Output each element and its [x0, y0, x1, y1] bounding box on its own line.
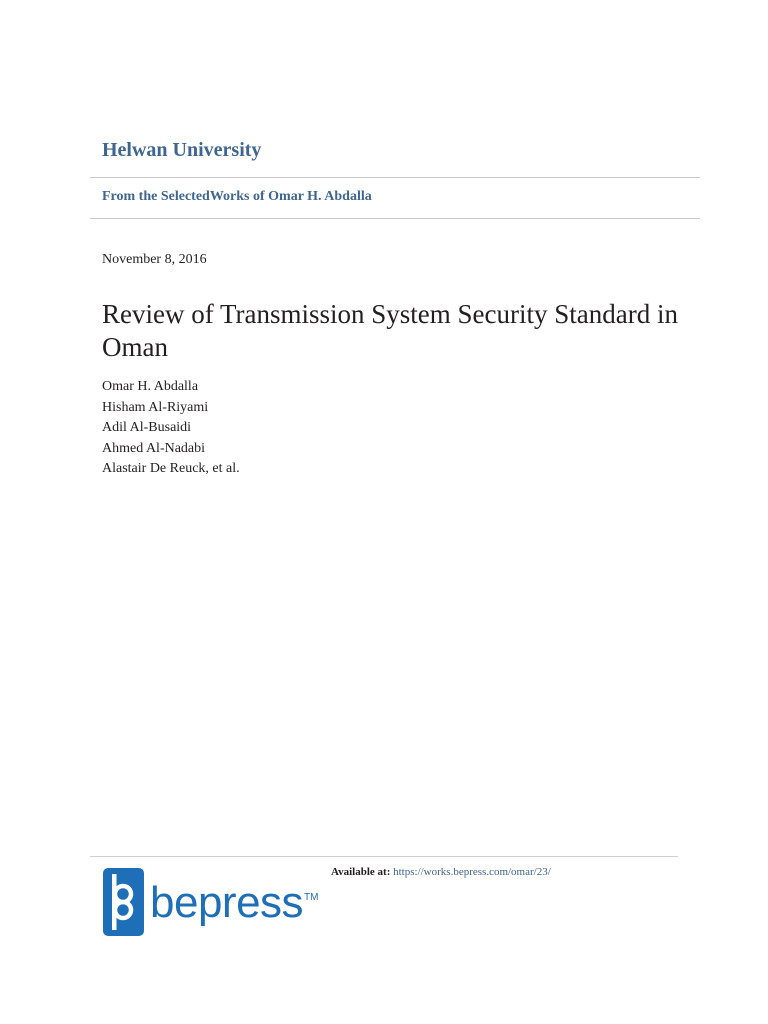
availability-line [331, 866, 551, 878]
footer-divider [90, 856, 678, 857]
author-item: Adil Al-Busaidi [102, 420, 192, 435]
author-list [102, 377, 240, 480]
bepress-wordmark: bepress [150, 878, 304, 927]
bepress-logo-icon [103, 868, 144, 936]
available-label: Available at: [331, 866, 391, 878]
document-title: Review of Transmission System Security Standard in Oman [102, 299, 678, 362]
publication-date: November 8, 2016 [102, 252, 207, 267]
available-url-link[interactable]: https://works.bepress.com/omar/23/ [393, 866, 551, 878]
author-item: Alastair De Reuck, et al. [102, 461, 240, 476]
author-item: Ahmed Al-Nadabi [102, 440, 206, 456]
header-divider-top [90, 177, 700, 178]
author-item: Omar H. Abdalla [102, 379, 199, 394]
bepress-logo[interactable] [103, 868, 323, 938]
selectedworks-link[interactable]: From the SelectedWorks of Omar H. Abdalla [102, 189, 372, 204]
trademark-mark: TM [304, 892, 319, 903]
author-item: Hisham Al-Riyami [102, 399, 209, 415]
header-divider-bottom [90, 218, 700, 219]
institution-name: Helwan University [102, 139, 262, 161]
